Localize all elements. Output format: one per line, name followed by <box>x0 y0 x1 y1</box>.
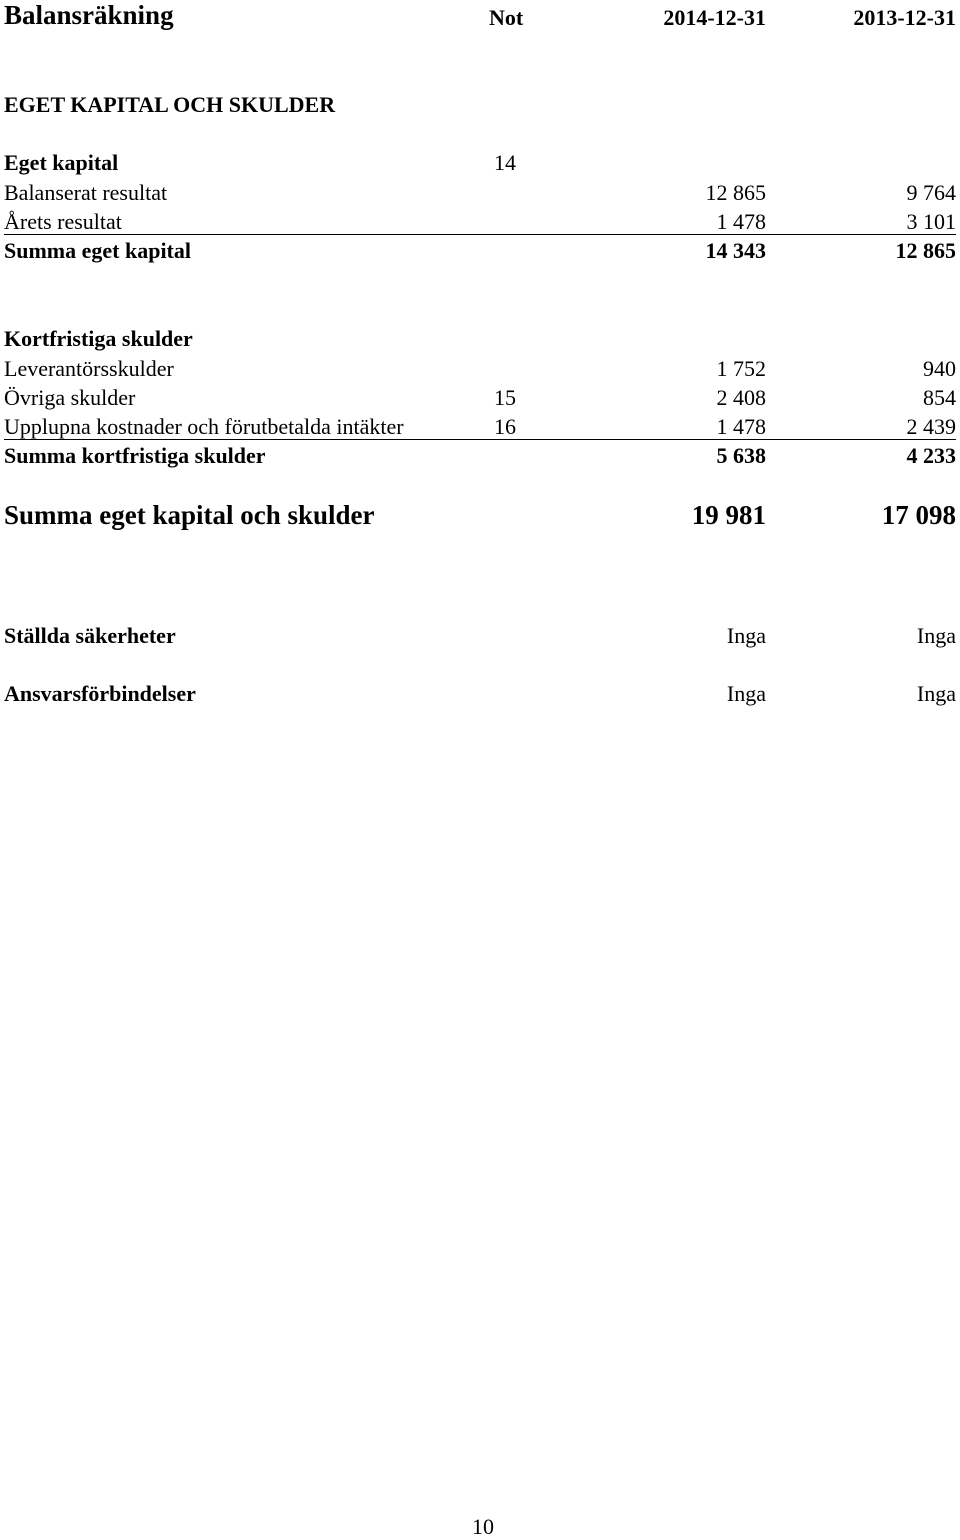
row-note: 16 <box>494 414 516 439</box>
row-value-2013: 940 <box>923 356 956 381</box>
total-label: Summa kortfristiga skulder <box>4 443 266 468</box>
pledged-label: Ställda säkerheter <box>4 623 176 648</box>
page-number: 10 <box>472 1514 494 1539</box>
row-value-2014: 1 752 <box>716 356 766 381</box>
row-value-2014: 1 478 <box>716 209 766 234</box>
grand-total-2014: 19 981 <box>691 500 766 530</box>
note-column-header: Not <box>489 5 524 30</box>
row-label: Övriga skulder <box>4 385 136 410</box>
grand-total-2013: 17 098 <box>881 500 956 530</box>
total-value-2014: 14 343 <box>705 238 766 263</box>
row-value-2014: 12 865 <box>705 180 766 205</box>
short-term-heading: Kortfristiga skulder <box>4 326 193 351</box>
row-value-2013: 9 764 <box>906 180 956 205</box>
total-value-2013: 4 233 <box>906 443 956 468</box>
subtotal-rule <box>4 234 956 235</box>
row-label: Balanserat resultat <box>4 180 168 205</box>
total-value-2014: 5 638 <box>716 443 766 468</box>
row-value-2014: 2 408 <box>716 385 766 410</box>
equity-note: 14 <box>494 150 516 175</box>
row-note: 15 <box>494 385 516 410</box>
row-label: Årets resultat <box>4 209 122 234</box>
section-title: EGET KAPITAL OCH SKULDER <box>4 92 336 117</box>
page-title: Balansräkning <box>4 0 174 30</box>
column-header-2013: 2013-12-31 <box>853 5 956 30</box>
row-value-2013: 854 <box>923 385 956 410</box>
total-value-2013: 12 865 <box>895 238 956 263</box>
row-value-2013: 3 101 <box>906 209 956 234</box>
total-label: Summa eget kapital <box>4 238 191 263</box>
pledged-value-2013: Inga <box>916 623 956 648</box>
row-value-2014: 1 478 <box>716 414 766 439</box>
row-label: Upplupna kostnader och förutbetalda intäkter <box>4 414 404 439</box>
contingent-value-2013: Inga <box>916 681 956 706</box>
contingent-label: Ansvarsförbindelser <box>4 681 196 706</box>
column-header-2014: 2014-12-31 <box>663 5 766 30</box>
pledged-value-2014: Inga <box>726 623 766 648</box>
equity-heading: Eget kapital <box>4 150 119 175</box>
contingent-value-2014: Inga <box>726 681 766 706</box>
subtotal-rule <box>4 439 956 440</box>
row-label: Leverantörsskulder <box>4 356 174 381</box>
grand-total-label: Summa eget kapital och skulder <box>4 500 375 530</box>
row-value-2013: 2 439 <box>906 414 956 439</box>
